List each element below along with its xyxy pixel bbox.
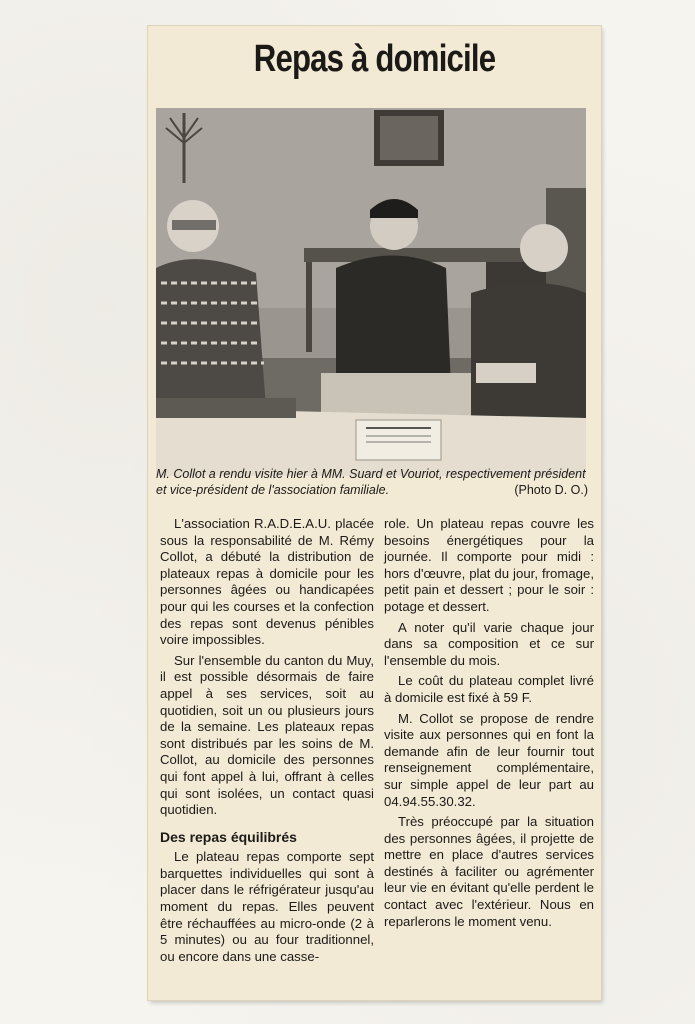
newspaper-clipping [148, 26, 601, 1000]
article-column-right [384, 516, 594, 934]
article-column-left [160, 516, 374, 969]
paragraph: Très préoccupé par la situation des personnes âgées, il projette de mettre en place d'autres services destinés à faciliter ou agrémenter leur vie en évitant qu'elle perdent le contact avec l'extérieur. Nous en reparlerons le moment venu. [384, 814, 594, 929]
paragraph: L'association R.A.D.E.A.U. placée sous la responsabilité de M. Rémy Collot, a débuté la distribution de plateaux repas à domicile pour les personnes âgées ou handicapées pour qui les courses et la confection des repas sont devenus pénibles voire impossibles. [160, 516, 374, 648]
paragraph: Sur l'ensemble du canton du Muy, il est possible désormais de faire appel à ses services, soit au quotidien, soit un ou plusieurs jours de la semaine. Les plateaux repas sont distribués par les soins de M. Collot, au domicile des personnes qui font appel à lui, offrant à celles qui sont isolées, un contact quasi quotidien. [160, 652, 374, 818]
photo-credit: (Photo D. O.) [514, 483, 588, 497]
paragraph: Le coût du plateau complet livré à domicile est fixé à 59 F. [384, 673, 594, 705]
paragraph: Le plateau repas comporte sept barquettes individuelles qui sont à placer dans le réfrigérateur jusqu'au moment du repas. Elles peuvent être réchauffées au micro-onde (2 à 5 minutes) ou au four traditionnel, ou encore dans une casse- [160, 849, 374, 964]
photo-three-men-illustration [156, 108, 586, 476]
article-photo [156, 108, 586, 476]
photo-caption [156, 466, 596, 498]
paragraph: A noter qu'il varie chaque jour dans sa composition et ce sur l'ensemble du mois. [384, 619, 594, 668]
article-headline: Repas à domicile [253, 38, 496, 80]
subheading: Des repas équilibrés [160, 828, 297, 845]
paragraph: M. Collot se propose de rendre visite aux personnes qui en font la demande afin de leur fournir tout renseignement complémentaire, sur simple appel de leur part au 04.94.55.30.32. [384, 710, 594, 809]
paragraph: role. Un plateau repas couvre les besoins énergétiques pour la journée. Il comporte pour midi : hors d'œuvre, plat du jour, fromage, petit pain et dessert ; pour le soir : potage et dessert. [384, 516, 594, 614]
caption-text: M. Collot a rendu visite hier à MM. Suard et Vouriot, respectivement président et vice-président de l'association familiale. [156, 467, 586, 497]
